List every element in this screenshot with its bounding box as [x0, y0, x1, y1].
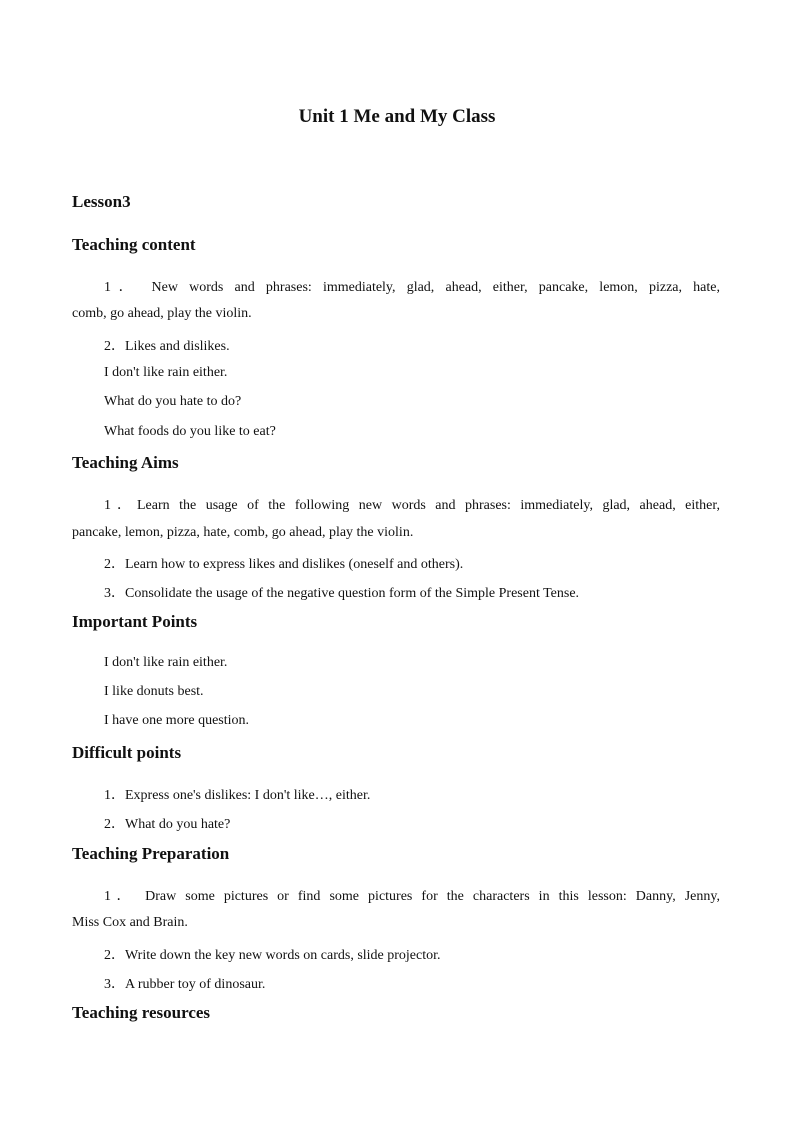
difficult-points-heading: Difficult points — [72, 743, 182, 762]
lesson-heading: Lesson3 — [72, 192, 131, 211]
preparation-line-2: 2．Write down the key new words on cards, slide projector. — [104, 948, 441, 963]
content-line-2: 2．Likes and dislikes. — [104, 339, 230, 354]
teaching-resources-heading: Teaching resources — [72, 1003, 211, 1022]
teaching-preparation-heading: Teaching Preparation — [72, 844, 230, 863]
preparation-line-1: 1． Draw some pictures or find some pictures for the characters in this lesson: Danny, Jenny, — [104, 889, 720, 904]
content-line-3: I don't like rain either. — [104, 365, 228, 380]
aims-line-3: 3．Consolidate the usage of the negative question form of the Simple Present Tense. — [104, 586, 580, 601]
difficult-line-2: 2．What do you hate? — [104, 817, 231, 832]
content-line-5: What foods do you like to eat? — [104, 424, 276, 439]
aims-line-1b: pancake, lemon, pizza, hate, comb, go ahead, play the violin. — [72, 525, 414, 540]
important-points-heading: Important Points — [72, 612, 198, 631]
aims-line-1: 1．Learn the usage of the following new words and phrases: immediately, glad, ahead, either, — [104, 498, 720, 513]
important-line-1: I don't like rain either. — [104, 655, 228, 670]
page-title: Unit 1 Me and My Class — [298, 106, 496, 127]
content-line-4: What do you hate to do? — [104, 394, 242, 409]
aims-line-2: 2．Learn how to express likes and dislikes (oneself and others). — [104, 557, 464, 572]
content-line-1: 1． New words and phrases: immediately, glad, ahead, either, pancake, lemon, pizza, hate, — [104, 280, 720, 295]
difficult-line-1: 1．Express one's dislikes: I don't like…, either. — [104, 788, 371, 803]
teaching-aims-heading: Teaching Aims — [72, 453, 179, 472]
important-line-3: I have one more question. — [104, 713, 250, 728]
teaching-content-heading: Teaching content — [72, 235, 196, 254]
preparation-line-3: 3．A rubber toy of dinosaur. — [104, 977, 266, 992]
preparation-line-1b: Miss Cox and Brain. — [72, 915, 188, 930]
important-line-2: I like donuts best. — [104, 684, 204, 699]
content-line-1b: comb, go ahead, play the violin. — [72, 306, 252, 321]
